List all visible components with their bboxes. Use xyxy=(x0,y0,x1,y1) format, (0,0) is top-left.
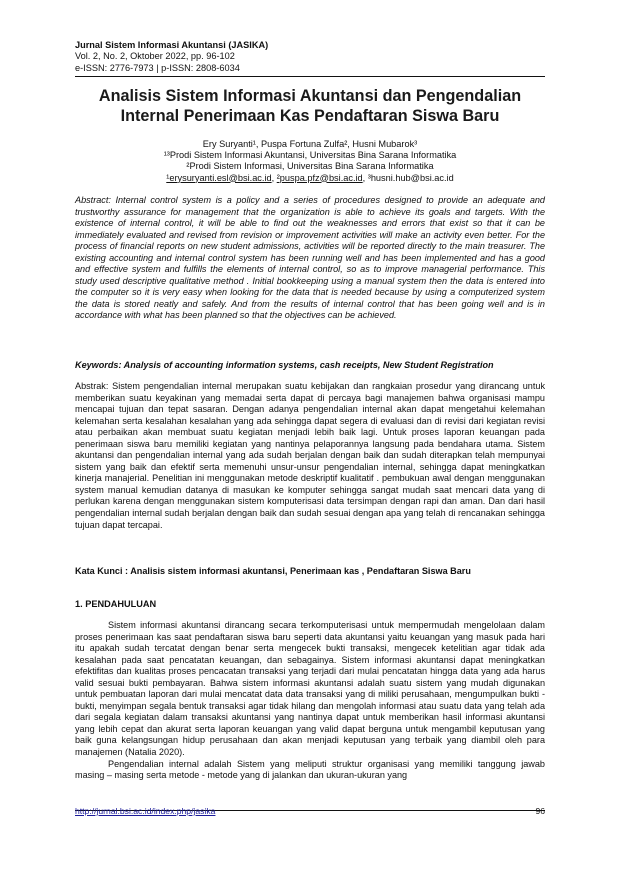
email-3: ³husni.hub@bsi.ac.id xyxy=(367,172,454,183)
section-heading-pendahuluan: 1. PENDAHULUAN xyxy=(75,599,157,609)
affiliation-1: ¹³Prodi Sistem Informasi Akuntansi, Universitas Bina Sarana Informatika xyxy=(163,150,457,161)
abstract-indonesian: Abstrak: Sistem pengendalian internal merupakan suatu kebijakan dan rangkaian prosedur yang dirancang untuk memberikan suatu keyakinan yang memadai serta dapat di percaya bagi manajemen bahwa organisasi mampu mencapai tujuan dan tepat sasaran. Dengan adanya pengendalian internal akan dapat mengetahui kelemahan kelemahan serta kesalahan kesalahan yang ada sehingga dapat segera di evaluasi dan di revisi dari kegiatan revisi atau perbaikan akan membuat suatu kegiatan menjadi lebih baik lagi. Untuk proses laporan keuangan pada penerimaan siswa baru memiliki kegiatan yang nantinya pelaporannya langsung pada bendahara utama. Sistem akuntansi dan pengendalian internal yang ada sudah berjalan dengan baik dan sudah diterapkan telah mempunyai sistem yang baik dan efektif serta memenuhi unsur-unsur pengendalian internal, sehingga dapat meningkatkan kinerja manajerial. Penelitian ini menggunakan metode deskriptif kualitatif . pembukuan awal dengan menggunakan system manual kemudian datanya di masukan ke komputer sehingga sangat mudah saat mencari data yang di perlukan karena dengan menggunakan sistem komputerisasi data tersimpan dengan rapi dan aman. Dan dari hasil pengendalian internal sudah berjalan dengan baik dan sudah sesuai dengan apa yang telah di rencanakan sehingga tujuan dapat tercapai. xyxy=(75,381,545,530)
journal-volume: Vol. 2, No. 2, Oktober 2022, pp. 96-102 xyxy=(75,51,235,62)
header-rule xyxy=(75,76,545,77)
keywords-indonesian: Kata Kunci : Analisis sistem informasi akuntansi, Penerimaan kas , Pendaftaran Siswa Baru xyxy=(75,566,471,576)
section-body xyxy=(75,620,545,782)
journal-issn: e-ISSN: 2776-7973 | p-ISSN: 2808-6034 xyxy=(75,62,240,73)
author-emails: ¹erysuryanti.esl@bsi.ac.id, ²puspa.pfz@bsi.ac.id, ³husni.hub@bsi.ac.id xyxy=(166,172,454,183)
page-number: 96 xyxy=(535,806,545,816)
author-block xyxy=(75,139,545,184)
email-2[interactable]: ²puspa.pfz@bsi.ac.id xyxy=(276,172,363,183)
title-line-2: Internal Penerimaan Kas Pendaftaran Siswa Baru xyxy=(120,107,500,125)
affiliation-2: ²Prodi Sistem Informasi, Universitas Bina Sarana Informatika xyxy=(186,161,434,172)
email-1[interactable]: ¹erysuryanti.esl@bsi.ac.id xyxy=(166,172,272,183)
author-names: Ery Suryanti¹, Puspa Fortuna Zulfa², Husni Mubarok³ xyxy=(202,139,418,149)
journal-header xyxy=(75,40,545,74)
title-line-1: Analisis Sistem Informasi Akuntansi dan Pengendalian xyxy=(98,87,522,105)
journal-name: Jurnal Sistem Informasi Akuntansi (JASIKA) xyxy=(75,40,269,50)
body-paragraph-1: Sistem informasi akuntansi dirancang secara terkomputerisasi untuk mempermudah mengelolaan dalam proses penerimaan kas saat pendaftaran siswa baru seperti data akuntansi yaitu keuangan yang masuk pada hari itu apakah sudah tercatat dengan benar serta mengecek bukti transaksi, mengecek ketelitian agar tidak ada kesalahan pada saat pencatatan keuangan, dan sebagainya. Sistem informasi akuntansi dapat meningkatkan efektifitas dan kualitas proses pencacatan transaksi yang terjadi dari mulai pencatatan hingga data yang ada harus valid sesuai bukti pembayaran. Bahwa sistem informasi akuntansi adalah suatu sistem yang mudah digunakan untuk pembuatan laporan dari mulai mencatat data data transaksi yang di miliki perusahaan, mengumpulkan bukti - bukti, menyimpan segala bentuk transaksi agar tidak hilang dan mengolah informasi atau suatu data yang telah ada dari segala kegiatan dalam transaksi akuntansi yang nantinya dapat untuk memberikan hasil informasi akuntansi yang lebih cepat dan akurat serta laporan keuangan yang valid dapat berguna untuk mengambil keputusan yang baik guna kelangsungan hidup perusahaan dan akan menjadi keputusan yang terbaik yang diambil oleh para manajemen (Natalia 2020). xyxy=(75,620,545,758)
journal-url-link[interactable]: http://jurnal.bsi.ac.id/index.php/jasika xyxy=(75,806,216,816)
body-paragraph-2: Pengendalian internal adalah Sistem yang meliputi struktur organisasi yang memiliki tanggung jawab masing – masing serta metode - metode yang di jalankan dan ukuran-ukuran yang xyxy=(75,758,545,781)
keywords-english: Keywords: Analysis of accounting information systems, cash receipts, New Student Registration xyxy=(75,360,494,370)
abstract-english: Abstract: Internal control system is a policy and a series of procedures designed to provide an adequate and trustworthy assurance for management that the organization is able to achieve its goals and targets. With the existence of internal control, it will be able to find out the weaknesses and errors that exist so that it can be immediately evaluated and revised from revision or improvement activities will make an activity even better. For the process of financial reports on new student admissions, activities will be reported directly to the main treasurer. The existing accounting and internal control system has been running well and has been implemented and has a good and effective system and fulfills the elements of internal control, so as to improve managerial performance. This study used descriptive qualitative method . Initial bookkeeping using a manual system then the data is entered into the computer so it is very easy when looking for the data that is needed because by using a computerized system the data is stored neatly and safely. And from the results of internal control that has been going well and is in accordance with what has been planned so that the objectives can be achieved. xyxy=(75,195,545,321)
paper-title xyxy=(75,86,545,126)
